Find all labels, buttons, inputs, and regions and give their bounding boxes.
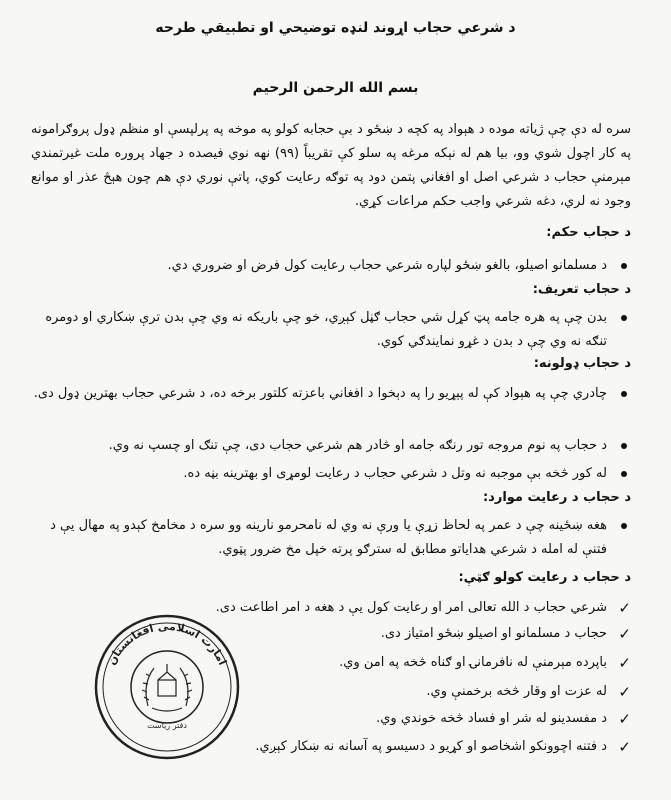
section-heading-types: د حجاب ډولونه: bbox=[533, 356, 631, 371]
checkmark-icon: ✓ bbox=[618, 654, 631, 672]
check-item: ✓ شرعي حجاب د الله تعالی امر او رعایت کول یې د هغه د امر اطاعت دی. bbox=[31, 596, 631, 620]
seal-caption: دفتر ریاست bbox=[147, 721, 187, 730]
checkmark-icon: ✓ bbox=[618, 738, 631, 756]
check-item: ✓ د مفسدینو له شر او فساد څخه خوندي وي. bbox=[31, 707, 631, 731]
checkmark-icon: ✓ bbox=[618, 625, 631, 643]
bullet-icon bbox=[621, 471, 627, 477]
check-item: ✓ د فتنه اچوونکو اشخاصو او کړیو د دسیسو په آسانه نه ښکار کېږي. bbox=[31, 735, 631, 759]
document-title: د شرعي حجاب اړوند لنډه توضیحي او تطبیقي طرحه bbox=[155, 20, 516, 36]
section-heading-cases: د حجاب د رعایت موارد: bbox=[482, 490, 631, 505]
list-item: له کور څخه بې موجبه نه وتل د شرعي حجاب د رعایت لومړی او بهترینه بڼه ده. bbox=[31, 462, 631, 486]
emblem-icon bbox=[142, 664, 192, 711]
list-item: هغه ښځینه چې د عمر په لحاظ زړې یا ورې نه وي له نامحرمو نارینه وو سره د مخامخ کېدو په مهال یې د فتنې له امله د شرعي هدایاتو مطابق له سترګو پرته خپل مخ ضرور پټوي. bbox=[31, 514, 631, 562]
section-heading-definition: د حجاب تعریف: bbox=[532, 282, 631, 297]
check-item: ✓ حجاب د مسلمانو او اصیلو ښځو امتیاز دی. bbox=[31, 622, 631, 646]
bullet-icon bbox=[621, 315, 627, 321]
bismillah: بسم الله الرحمن الرحیم bbox=[252, 80, 419, 96]
bullet-icon bbox=[621, 523, 627, 529]
check-item: ✓ باپرده مېرمنې له نافرمانۍ او ګناه څخه په امن وي. bbox=[31, 651, 631, 675]
checkmark-icon: ✓ bbox=[618, 683, 631, 701]
list-item: د حجاب په نوم مروجه تور رنګه جامه او څادر هم شرعي حجاب دی، چې تنګ او چسپ نه وي. bbox=[31, 434, 631, 458]
seal-text: امارت اسلامی افغانستان bbox=[104, 619, 230, 668]
check-item: ✓ له عزت او وقار څخه برخمنې وي. bbox=[31, 680, 631, 704]
checkmark-icon: ✓ bbox=[618, 710, 631, 728]
bullet-icon bbox=[621, 263, 627, 269]
bullet-icon bbox=[621, 391, 627, 397]
official-seal-stamp bbox=[92, 612, 242, 762]
list-item: د مسلمانو اصیلو، بالغو ښځو لپاره شرعي حجاب رعایت کول فرض او ضروري دي. bbox=[31, 254, 631, 278]
checkmark-icon: ✓ bbox=[618, 599, 631, 617]
svg-text:امارت اسلامی افغانستان bbox=[105, 620, 229, 667]
section-heading-benefits: د حجاب د رعایت کولو ګټې: bbox=[458, 570, 631, 585]
list-item: بدن چې په هره جامه پټ کړل شي حجاب ګڼل کېږي، خو چې باریکه نه وي چې بدن ترې ښکاري او دومره تنګه نه وي چې د بدن د غړو نمایندګي کوي. bbox=[31, 306, 631, 354]
bullet-icon bbox=[621, 443, 627, 449]
intro-paragraph: سره له دې چې ژیاته موده د هېواد په کچه د ښځو د بې حجابه کولو په موخه په پرلپسې او منظم ډول پروګرامونه په کار اچول شوي وو، بیا هم له نېکه مرغه په سلو کې تقریباً (۹۹) نهه نوي فیصده د جهاد پروره ملت غیرتمندي مېرمنې حجاب د شرعي اصل او افغاني پتمن دود په توګه رعایت کوي، پاتې نوري دې هم چون هېڅ عذر او موانع وجود نه لري، دغه شرعي واجب حکم مراعات کړي. bbox=[31, 122, 631, 209]
section-heading-ruling: د حجاب حکم: bbox=[546, 225, 631, 240]
list-item: چادري چې په هېواد کې له پېړیو را په دېخوا د افغاني باعزته کلتور برخه ده، د شرعي حجاب بهترین ډول دی. bbox=[31, 382, 631, 406]
